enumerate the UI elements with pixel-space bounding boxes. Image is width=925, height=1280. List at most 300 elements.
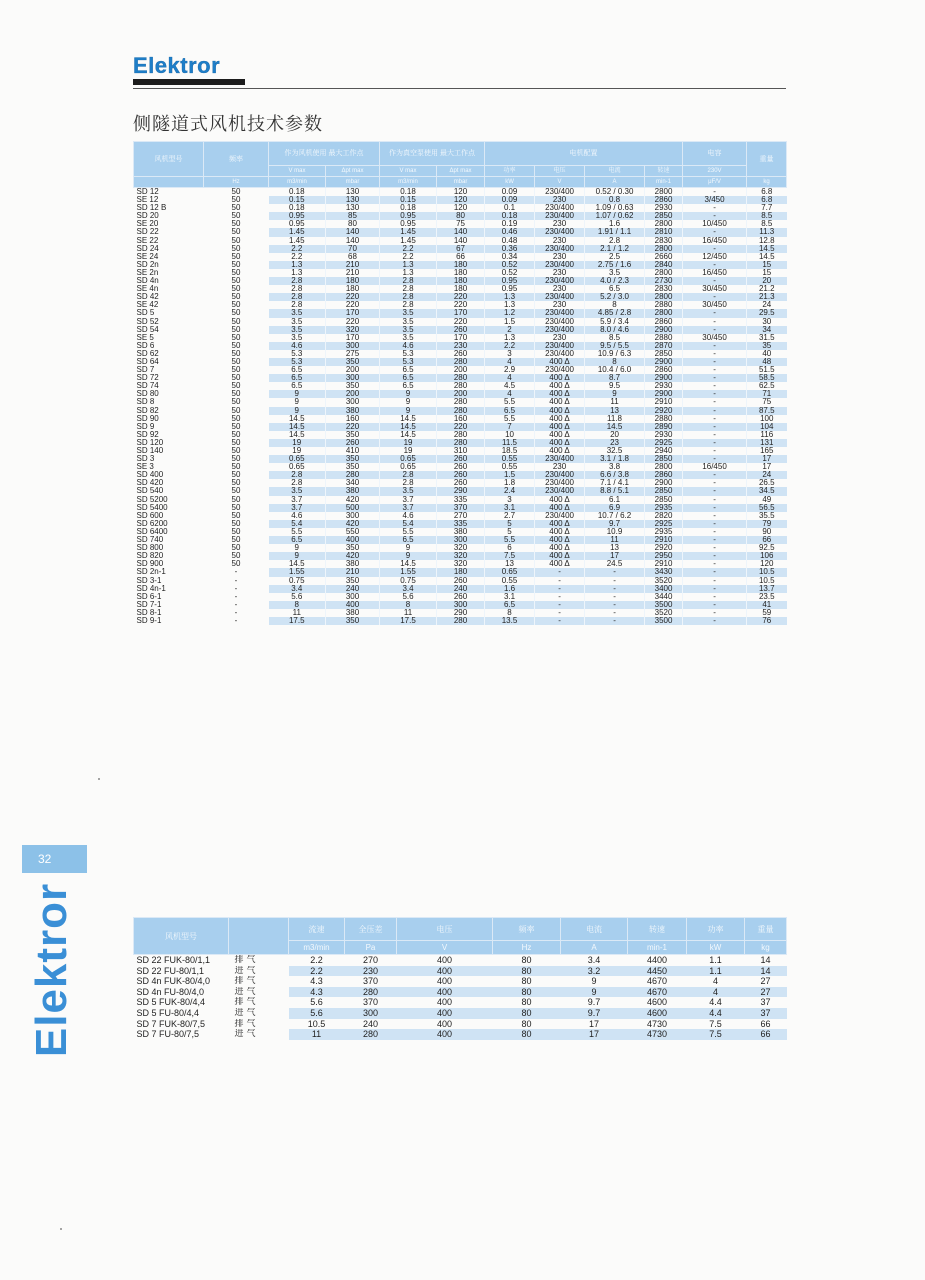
value-cell: 2 bbox=[485, 326, 535, 334]
value-cell: 37 bbox=[760, 997, 771, 1008]
value-cell: - bbox=[683, 382, 747, 390]
value-cell: 17 bbox=[588, 1018, 599, 1029]
model-cell: SD 52 bbox=[136, 317, 159, 326]
value-cell: 400 Δ bbox=[535, 407, 585, 415]
value-cell: 6.9 bbox=[585, 504, 645, 512]
value-cell: 0.09 bbox=[485, 188, 535, 197]
value-cell: 230/400 bbox=[535, 471, 585, 479]
value-cell: 230/400 bbox=[535, 245, 585, 253]
value-cell: 2860 bbox=[645, 318, 683, 326]
model-cell: SD 82 bbox=[136, 406, 159, 415]
value-cell: 230/400 bbox=[535, 277, 585, 285]
value-cell: - bbox=[535, 593, 585, 601]
table-row bbox=[134, 237, 787, 245]
table-row bbox=[134, 366, 787, 374]
value-cell: 400 bbox=[436, 955, 453, 965]
value-cell: 0.75 bbox=[269, 577, 326, 585]
value-cell: 9.7 bbox=[587, 997, 601, 1008]
value-cell: 19 bbox=[269, 447, 326, 455]
value-cell: 2.2 bbox=[269, 253, 326, 261]
value-cell: 2.1 / 1.2 bbox=[585, 245, 645, 253]
value-cell: 230/400 bbox=[535, 188, 585, 197]
model-cell: SE 4n bbox=[136, 285, 159, 294]
value-cell: 1.3 bbox=[485, 301, 535, 309]
value-cell: 1.3 bbox=[380, 261, 437, 269]
value-cell: 56.5 bbox=[747, 504, 787, 512]
value-cell: 280 bbox=[345, 987, 397, 998]
value-cell: 2890 bbox=[645, 423, 683, 431]
value-cell: 24 bbox=[762, 301, 772, 310]
value-cell: 0.36 bbox=[485, 245, 535, 253]
value-cell: 50 bbox=[231, 293, 241, 302]
value-cell: 2860 bbox=[645, 196, 683, 204]
value-cell: 6.8 bbox=[747, 196, 787, 204]
value-cell: 170 bbox=[437, 309, 485, 317]
value-cell: 8 bbox=[380, 601, 437, 609]
value-cell: 40 bbox=[762, 349, 772, 358]
value-cell: 100 bbox=[760, 414, 774, 423]
value-cell: 9 bbox=[269, 552, 326, 560]
value-cell: 4.0 / 2.3 bbox=[585, 277, 645, 285]
value-cell: 50 bbox=[231, 479, 241, 488]
value-cell: 4.6 bbox=[380, 342, 437, 350]
value-cell: 8.7 bbox=[585, 374, 645, 382]
value-cell: 3.5 bbox=[269, 487, 326, 495]
table-row bbox=[134, 245, 787, 253]
value-cell: 300 bbox=[326, 374, 380, 382]
value-cell: 280 bbox=[437, 617, 485, 625]
table-row bbox=[134, 536, 787, 544]
value-cell: 13.5 bbox=[485, 617, 535, 625]
value-cell: 4 bbox=[485, 358, 535, 366]
value-cell: 80 bbox=[493, 1008, 561, 1019]
model-cell: SD 22 FUK-80/1,1 bbox=[136, 955, 211, 965]
value-cell: 230/400 bbox=[535, 350, 585, 358]
value-cell: 230/400 bbox=[535, 326, 585, 334]
model-cell: SD 6200 bbox=[136, 519, 168, 528]
value-cell: 290 bbox=[437, 609, 485, 617]
table-row bbox=[134, 455, 787, 463]
table-row bbox=[134, 997, 787, 1008]
value-cell: 0.95 bbox=[380, 220, 437, 228]
subheader-cell: 电流 bbox=[585, 166, 645, 177]
value-cell: 400 bbox=[397, 1008, 493, 1019]
value-cell: 35.5 bbox=[758, 511, 775, 520]
frequency-converter-blower-table bbox=[133, 917, 787, 1040]
model-cell: SD 5 FU-80/4,4 bbox=[136, 1007, 200, 1018]
value-cell: 8 bbox=[585, 358, 645, 366]
value-cell: 4670 bbox=[628, 987, 687, 998]
value-cell: 106 bbox=[747, 552, 787, 560]
value-cell: 30/450 bbox=[683, 285, 747, 293]
page-title: 侧隧道式风机技术参数 bbox=[133, 114, 323, 135]
table-row bbox=[134, 966, 787, 977]
value-cell: 2935 bbox=[645, 528, 683, 536]
model-cell: SD 24 bbox=[136, 244, 159, 253]
model-cell: SE 2n bbox=[136, 268, 159, 277]
value-cell: 50 bbox=[231, 260, 241, 269]
value-cell: 7.5 bbox=[687, 1029, 745, 1040]
value-cell: 20 bbox=[585, 431, 645, 439]
value-cell: 15 bbox=[747, 261, 787, 269]
value-cell: 200 bbox=[326, 366, 380, 374]
value-cell: 80 bbox=[521, 1018, 532, 1029]
value-cell: 2930 bbox=[645, 204, 683, 212]
value-cell: 10.5 bbox=[307, 1018, 326, 1029]
unit-cell: kW bbox=[485, 177, 535, 188]
value-cell: 50 bbox=[231, 341, 241, 350]
value-cell: 3400 bbox=[645, 585, 683, 593]
value-cell: 2950 bbox=[645, 552, 683, 560]
value-cell: 170 bbox=[326, 309, 380, 317]
value-cell: 1.3 bbox=[269, 269, 326, 277]
value-cell: 3 bbox=[485, 350, 535, 358]
table-row bbox=[134, 520, 787, 528]
value-cell: 400 Δ bbox=[535, 415, 585, 423]
model-cell: SD 2n bbox=[136, 260, 159, 269]
value-cell: 58.5 bbox=[747, 374, 787, 382]
value-cell: 8 bbox=[269, 601, 326, 609]
unit-cell: mbar bbox=[437, 177, 485, 188]
value-cell: 140 bbox=[326, 228, 380, 236]
value-cell: 0.65 bbox=[380, 463, 437, 471]
value-cell: 9 bbox=[269, 544, 326, 552]
header-cell: 频率 bbox=[493, 918, 561, 941]
mode-cell: 进气 bbox=[234, 1029, 259, 1040]
value-cell: 50 bbox=[231, 277, 241, 286]
value-cell: 9 bbox=[380, 544, 437, 552]
value-cell: 50 bbox=[231, 495, 241, 504]
value-cell: 10.4 / 6.0 bbox=[585, 366, 645, 374]
value-cell: 230 bbox=[535, 334, 585, 342]
value-cell: 120 bbox=[437, 196, 485, 204]
value-cell: - bbox=[535, 568, 585, 576]
value-cell: - bbox=[683, 407, 747, 415]
table-row bbox=[134, 955, 787, 966]
value-cell: 7 bbox=[485, 423, 535, 431]
value-cell: 10.9 bbox=[585, 528, 645, 536]
header-cell: 转速 bbox=[628, 918, 687, 941]
value-cell: 220 bbox=[437, 301, 485, 309]
value-cell: 50 bbox=[231, 333, 241, 342]
table-row bbox=[134, 374, 787, 382]
value-cell: 3.5 bbox=[380, 334, 437, 342]
value-cell: 9.5 bbox=[585, 382, 645, 390]
model-cell: SD 820 bbox=[136, 552, 164, 561]
value-cell: 66 bbox=[745, 1029, 787, 1040]
value-cell: 130 bbox=[326, 188, 380, 197]
value-cell: 0.52 bbox=[485, 269, 535, 277]
value-cell: 0.52 / 0.30 bbox=[585, 188, 645, 197]
value-cell: 400 Δ bbox=[535, 528, 585, 536]
value-cell: 1.45 bbox=[380, 237, 437, 245]
value-cell: 350 bbox=[326, 358, 380, 366]
value-cell: 380 bbox=[326, 487, 380, 495]
value-cell: 230/400 bbox=[535, 204, 585, 212]
unit-cell: V bbox=[397, 941, 493, 955]
scan-speck bbox=[60, 1228, 62, 1230]
value-cell: 12.8 bbox=[758, 236, 775, 245]
value-cell: 400 bbox=[326, 601, 380, 609]
value-cell: 3.1 bbox=[485, 504, 535, 512]
value-cell: 75 bbox=[762, 398, 772, 407]
value-cell: 1.55 bbox=[269, 568, 326, 576]
value-cell: 3.5 bbox=[269, 309, 326, 317]
value-cell: 4600 bbox=[646, 997, 668, 1008]
value-cell: - bbox=[683, 479, 747, 487]
value-cell: 50 bbox=[231, 447, 241, 455]
table-row bbox=[134, 318, 787, 326]
value-cell: 9 bbox=[269, 407, 326, 415]
model-cell: SD 22 FU-80/1,1 bbox=[136, 965, 205, 976]
value-cell: 9.5 / 5.5 bbox=[585, 342, 645, 350]
value-cell: 0.8 bbox=[585, 196, 645, 204]
value-cell: 62.5 bbox=[758, 382, 775, 391]
value-cell: 50 bbox=[231, 187, 241, 196]
value-cell: 79 bbox=[747, 520, 787, 528]
header-model: 风机型号 bbox=[134, 142, 204, 177]
header-capacitor: 电容 bbox=[683, 142, 747, 166]
subheader-cell: 230V bbox=[683, 166, 747, 177]
value-cell: 16/450 bbox=[683, 463, 747, 471]
value-cell: 0.18 bbox=[485, 212, 535, 220]
value-cell: 5.6 bbox=[380, 593, 437, 601]
value-cell: 50 bbox=[231, 511, 241, 520]
value-cell: 0.18 bbox=[380, 204, 437, 212]
value-cell: 7.5 bbox=[485, 552, 535, 560]
value-cell: 2.7 bbox=[485, 512, 535, 520]
value-cell: 2910 bbox=[645, 560, 683, 568]
value-cell: 16/450 bbox=[683, 269, 747, 277]
value-cell: 4 bbox=[712, 976, 718, 987]
brand-logo-text: Elektror bbox=[133, 53, 221, 78]
value-cell: 0.18 bbox=[269, 188, 326, 197]
value-cell: - bbox=[585, 593, 645, 601]
unit-cell: kW bbox=[687, 941, 745, 955]
value-cell: - bbox=[683, 423, 747, 431]
value-cell: 5.4 bbox=[269, 520, 326, 528]
unit-cell: min-1 bbox=[645, 177, 683, 188]
value-cell: 6.5 bbox=[485, 407, 535, 415]
value-cell: 4.6 bbox=[269, 512, 326, 520]
model-cell: SD 140 bbox=[136, 447, 164, 455]
model-cell: SD 12 B bbox=[136, 204, 167, 213]
value-cell: - bbox=[234, 576, 238, 585]
value-cell: 2930 bbox=[645, 382, 683, 390]
value-cell: 1.6 bbox=[585, 220, 645, 228]
value-cell: 240 bbox=[362, 1018, 379, 1029]
value-cell: 500 bbox=[326, 504, 380, 512]
value-cell: 50 bbox=[231, 430, 241, 439]
value-cell: 3 bbox=[485, 496, 535, 504]
table-row bbox=[134, 528, 787, 536]
model-cell: SD 92 bbox=[136, 430, 159, 439]
table-row bbox=[134, 544, 787, 552]
value-cell: 260 bbox=[437, 577, 485, 585]
table-row bbox=[134, 593, 787, 601]
value-cell: 1.45 bbox=[269, 228, 326, 236]
value-cell: 420 bbox=[326, 496, 380, 504]
unit-cell: min-1 bbox=[628, 941, 687, 955]
value-cell: 210 bbox=[326, 269, 380, 277]
value-cell: 5.6 bbox=[289, 1008, 345, 1019]
value-cell: 0.65 bbox=[269, 455, 326, 463]
mode-cell: 排气 bbox=[234, 997, 259, 1008]
value-cell: 67 bbox=[437, 245, 485, 253]
value-cell: 280 bbox=[437, 431, 485, 439]
value-cell: 260 bbox=[437, 326, 485, 334]
value-cell: 50 bbox=[231, 236, 241, 245]
value-cell: 340 bbox=[326, 479, 380, 487]
value-cell: 260 bbox=[437, 455, 485, 463]
value-cell: 320 bbox=[437, 552, 485, 560]
table-row bbox=[134, 188, 787, 197]
value-cell: - bbox=[535, 609, 585, 617]
value-cell: 2900 bbox=[645, 479, 683, 487]
value-cell: 6.5 bbox=[269, 374, 326, 382]
value-cell: 11.5 bbox=[485, 439, 535, 447]
unit-cell: Hz bbox=[493, 941, 561, 955]
value-cell: 230/400 bbox=[535, 318, 585, 326]
value-cell: 14.5 bbox=[758, 252, 775, 261]
value-cell: 10 bbox=[485, 431, 535, 439]
value-cell: 50 bbox=[231, 196, 241, 205]
value-cell: 200 bbox=[437, 390, 485, 398]
value-cell: - bbox=[585, 577, 645, 585]
model-cell: SD 5 FUK-80/4,4 bbox=[136, 997, 206, 1008]
value-cell: 200 bbox=[326, 390, 380, 398]
model-cell: SD 2n-1 bbox=[136, 568, 166, 577]
value-cell: 230/400 bbox=[535, 293, 585, 301]
value-cell: 5.5 bbox=[269, 528, 326, 536]
value-cell: - bbox=[234, 592, 238, 601]
model-cell: SD 7-1 bbox=[136, 600, 162, 609]
value-cell: 50 bbox=[231, 560, 241, 569]
value-cell: 8.5 bbox=[761, 220, 773, 229]
value-cell: 30/450 bbox=[683, 334, 747, 342]
value-cell: - bbox=[683, 577, 747, 585]
model-cell: SD 7 bbox=[136, 366, 155, 375]
value-cell: 280 bbox=[437, 358, 485, 366]
table-row bbox=[134, 382, 787, 390]
value-cell: 230/400 bbox=[535, 228, 585, 236]
value-cell: - bbox=[683, 204, 747, 212]
model-cell: SD 5 bbox=[136, 309, 155, 318]
value-cell: 400 Δ bbox=[535, 560, 585, 568]
table-row bbox=[134, 228, 787, 236]
value-cell: 2800 bbox=[645, 220, 683, 228]
table-row bbox=[134, 301, 787, 309]
value-cell: 4670 bbox=[646, 976, 668, 987]
value-cell: 350 bbox=[326, 463, 380, 471]
value-cell: 220 bbox=[326, 293, 380, 301]
value-cell: 80 bbox=[493, 1029, 561, 1040]
subheader-cell: Δpt max bbox=[437, 166, 485, 177]
value-cell: 11 bbox=[585, 398, 645, 406]
model-cell: SD 4n FUK-80/4,0 bbox=[136, 976, 211, 987]
value-cell: 17.5 bbox=[269, 617, 326, 625]
value-cell: - bbox=[683, 504, 747, 512]
value-cell: - bbox=[683, 528, 747, 536]
value-cell: 2.8 bbox=[269, 293, 326, 301]
value-cell: 1.3 bbox=[380, 269, 437, 277]
value-cell: 180 bbox=[437, 285, 485, 293]
value-cell: - bbox=[535, 585, 585, 593]
value-cell: 400 bbox=[436, 976, 453, 987]
value-cell: 50 bbox=[231, 536, 241, 545]
model-cell: SD 540 bbox=[136, 487, 164, 496]
model-cell: SD 90 bbox=[136, 414, 159, 423]
value-cell: 0.52 bbox=[485, 261, 535, 269]
value-cell: 26.5 bbox=[758, 479, 775, 488]
value-cell: 420 bbox=[326, 520, 380, 528]
value-cell: 1.45 bbox=[380, 228, 437, 236]
header-mode bbox=[229, 918, 289, 955]
value-cell: 300 bbox=[437, 601, 485, 609]
value-cell: 50 bbox=[231, 519, 241, 528]
value-cell: 4.3 bbox=[310, 976, 323, 987]
table-row bbox=[134, 487, 787, 495]
table-row bbox=[134, 568, 787, 576]
value-cell: 14 bbox=[760, 955, 771, 965]
table-row bbox=[134, 447, 787, 455]
model-cell: SD 800 bbox=[136, 544, 164, 553]
value-cell: 41 bbox=[747, 601, 787, 609]
table-row bbox=[134, 471, 787, 479]
model-cell: SD 3 bbox=[136, 455, 155, 464]
model-cell: SD 42 bbox=[136, 293, 159, 302]
value-cell: 68 bbox=[326, 253, 380, 261]
subheader-cell: 电压 bbox=[535, 166, 585, 177]
value-cell: 400 bbox=[397, 987, 493, 998]
value-cell: 3520 bbox=[645, 577, 683, 585]
table-row bbox=[134, 1029, 787, 1040]
value-cell: - bbox=[683, 318, 747, 326]
value-cell: 400 Δ bbox=[535, 447, 585, 455]
value-cell: - bbox=[683, 617, 747, 625]
unit-cell: μF/V bbox=[683, 177, 747, 188]
value-cell: 8.8 / 5.1 bbox=[585, 487, 645, 495]
value-cell: 1.1 bbox=[687, 966, 745, 977]
value-cell: 230 bbox=[535, 220, 585, 228]
value-cell: 14.5 bbox=[269, 431, 326, 439]
table-row bbox=[134, 253, 787, 261]
value-cell: 2.5 bbox=[585, 253, 645, 261]
value-cell: 220 bbox=[437, 423, 485, 431]
value-cell: 240 bbox=[437, 585, 485, 593]
value-cell: 1.3 bbox=[485, 293, 535, 301]
value-cell: 0.65 bbox=[269, 463, 326, 471]
value-cell: 230/400 bbox=[535, 366, 585, 374]
value-cell: 49 bbox=[762, 495, 772, 504]
value-cell: 50 bbox=[231, 349, 241, 358]
value-cell: 66 bbox=[437, 253, 485, 261]
value-cell: 2.2 bbox=[380, 245, 437, 253]
value-cell: 2800 bbox=[645, 245, 683, 253]
value-cell: - bbox=[683, 520, 747, 528]
value-cell: 2850 bbox=[645, 455, 683, 463]
unit-cell: Hz bbox=[204, 177, 269, 188]
value-cell: 80 bbox=[493, 987, 561, 998]
value-cell: 160 bbox=[326, 415, 380, 423]
value-cell: 400 Δ bbox=[535, 544, 585, 552]
value-cell: 50 bbox=[231, 487, 241, 496]
value-cell: 2880 bbox=[645, 334, 683, 342]
table-row bbox=[134, 439, 787, 447]
value-cell: 50 bbox=[231, 374, 241, 383]
value-cell: 50 bbox=[231, 268, 241, 277]
value-cell: 3.5 bbox=[380, 309, 437, 317]
